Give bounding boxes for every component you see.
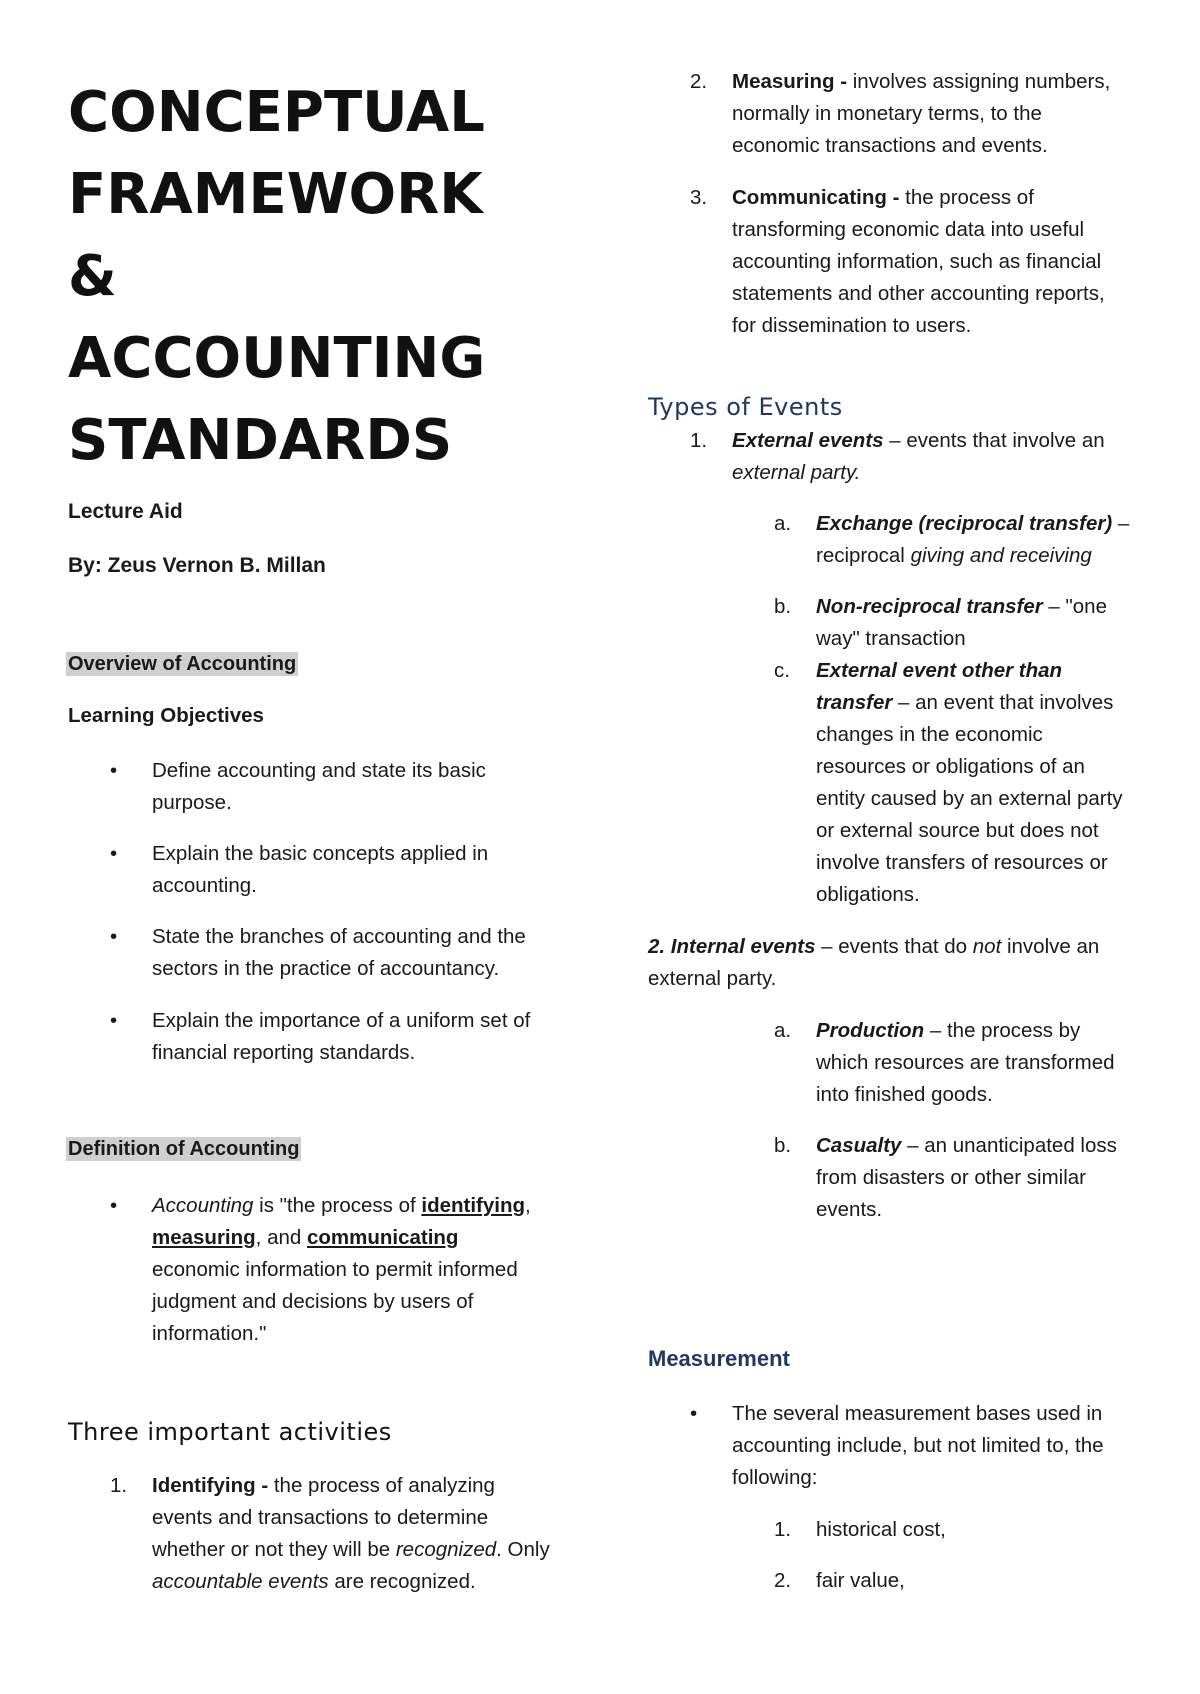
- activity-term: Communicating -: [732, 186, 900, 209]
- objective-text: Explain the basic concepts applied in: [152, 842, 489, 865]
- title-line: &: [68, 244, 117, 309]
- bullet: •: [110, 842, 118, 865]
- learning-objectives-heading: Learning Objectives: [68, 704, 264, 727]
- list-letter: c.: [774, 659, 790, 682]
- list-number: 3.: [690, 186, 708, 209]
- external-events-term: External events: [732, 429, 884, 452]
- title-line: FRAMEWORK: [68, 162, 483, 227]
- definition-text: economic information to permit informed: [152, 1258, 518, 1281]
- lecture-aid-label: Lecture Aid: [68, 500, 183, 523]
- definition-text: judgment and decisions by users of: [152, 1290, 474, 1313]
- overview-heading: [66, 653, 298, 676]
- list-number: 1.: [774, 1518, 792, 1541]
- objective-text: financial reporting standards.: [152, 1041, 416, 1064]
- objective-text: Explain the importance of a uniform set of: [152, 1009, 531, 1032]
- definition-heading-text: Definition of Accounting: [68, 1138, 300, 1160]
- bullet: •: [110, 925, 118, 948]
- list-letter: a.: [774, 1019, 792, 1042]
- types-of-events-heading: Types of Events: [648, 393, 843, 421]
- communicating-term: communicating: [306, 1226, 459, 1249]
- objective-text: purpose.: [152, 791, 232, 814]
- objective-text: State the branches of accounting and the: [152, 925, 526, 948]
- list-letter: a.: [774, 512, 792, 535]
- list-number: 2.: [690, 70, 708, 93]
- measuring-term: measuring: [152, 1226, 256, 1249]
- list-letter: b.: [774, 1134, 792, 1157]
- author-line: By: Zeus Vernon B. Millan: [68, 554, 326, 577]
- measurement-heading: Measurement: [648, 1346, 790, 1371]
- objective-text: accounting.: [152, 874, 257, 897]
- list-number: 2.: [774, 1569, 792, 1592]
- accounting-term: Accounting: [152, 1194, 254, 1217]
- identifying-term: identifying: [421, 1194, 526, 1217]
- list-number: 1.: [110, 1474, 128, 1497]
- bullet: •: [110, 1009, 118, 1032]
- objective-text: sectors in the practice of accountancy.: [152, 957, 500, 980]
- objective-text: Define accounting and state its basic: [152, 759, 486, 782]
- activity-term: Identifying -: [152, 1474, 269, 1497]
- bullet: •: [110, 759, 118, 782]
- bullet: •: [690, 1402, 698, 1425]
- title-line: ACCOUNTING: [68, 326, 486, 391]
- definition-text: information.": [152, 1322, 267, 1345]
- document-page: CONCEPTUAL FRAMEWORK & ACCOUNTING STANDARDS Lecture Aid By: Zeus Vernon B. Millan Overview of Accounting Learning Objectives • Define accounting and state its basic purpose. • Explain the basic concepts applied in accounting. • State the branches of accounting and the sectors in the practice of accountancy. • Explain the importance of a uniform set of financial reporting standards. Definition of Accounting • Accounting is "the process of identifying, measuring, and communicating economic information to permit informed judgment and decisions by users of information." Three important activities 1. Identifying - the process of analyzing events and transactions to determine whether or not they will be recognized. Only accountable events are recognized. 2. Measuring - involves assigning numbers, normally in monetary terms, to the economic transactions and events. 3. Communicating - the process of transforming economic data into useful accounting information, such as financial statements and other accounting reports, for dissemination to users. Types of Events 1. External events – events that involve an external party. a. Exchange (reciprocal transfer) – reciprocal giving and receiving b. Non-reciprocal transfer – "one way" transaction c. External event other than transfer – an event that involves changes in the economic resources or obligations of an entity caused by an external party or external source but does not involve transfers of resources or obligations. 2. Internal events – events that do not involve an external party. a. Production – the process by which resources are transformed into finished goods. b. Casualty – an unanticipated loss from disasters or other similar events. Measurement • The several measurement bases used in accounting include, but not limited to, the following: 1. historical cost, 2. fair value,: [0, 0, 1200, 1694]
- internal-events-item: 2. Internal events – events that do not involve an external party.: [648, 935, 1100, 990]
- activity-term: Measuring -: [732, 70, 848, 93]
- activities-heading: Three important activities: [68, 1418, 392, 1446]
- overview-heading-text: Overview of Accounting: [68, 653, 297, 675]
- bullet: •: [110, 1194, 118, 1217]
- title-line: STANDARDS: [68, 408, 453, 473]
- list-number: 1.: [690, 429, 708, 452]
- document-title: [68, 72, 485, 482]
- title-line: CONCEPTUAL: [68, 80, 485, 145]
- list-letter: b.: [774, 595, 792, 618]
- internal-events-term: 2. Internal events: [648, 935, 816, 958]
- definition-heading: [66, 1138, 301, 1161]
